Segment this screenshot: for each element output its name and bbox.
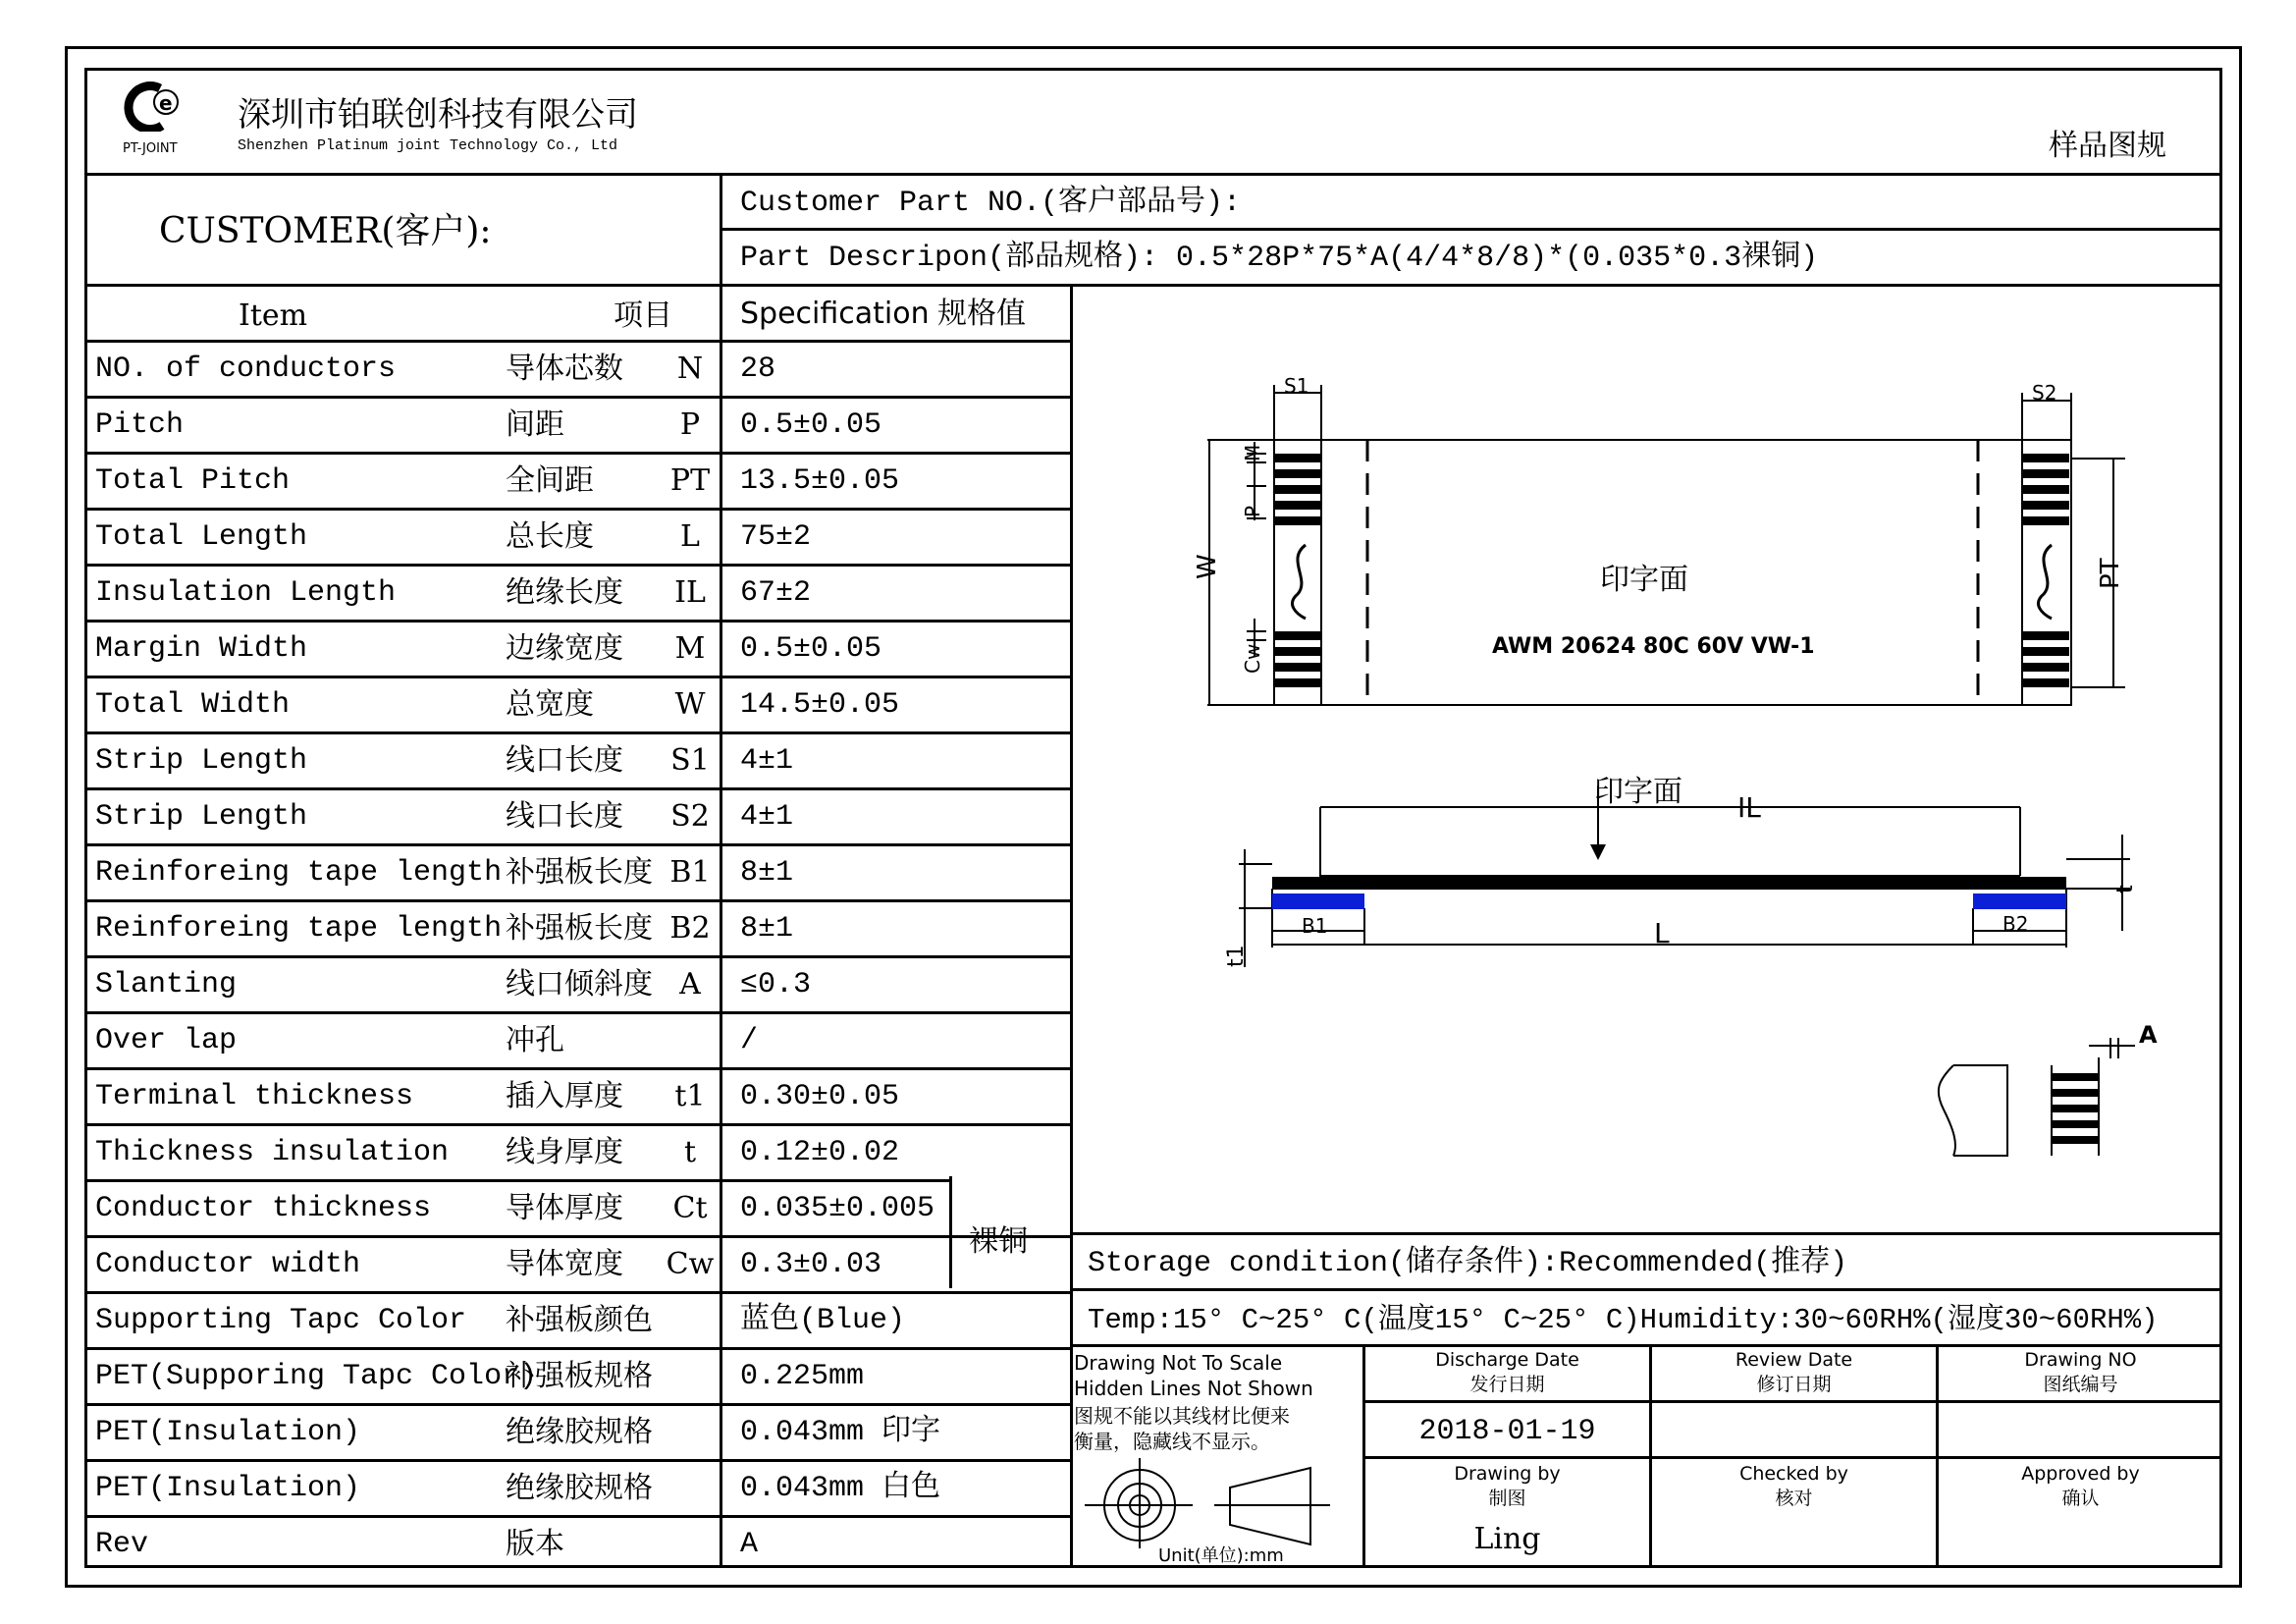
print-face-label-side: 印字面 — [1594, 775, 1682, 809]
row-item: Reinforeing tape length — [95, 912, 503, 946]
row-item: Margin Width — [95, 632, 308, 666]
customer-part-no-label: Customer Part NO.(客户部品号): — [740, 187, 1242, 220]
label-t: t — [2113, 885, 2138, 893]
approved-by-label-en: Approved by — [2021, 1463, 2140, 1485]
row-symbol: M — [674, 631, 706, 666]
row-item-cn: 绝缘胶规格 — [506, 1415, 653, 1449]
row-symbol: Cw — [666, 1247, 715, 1281]
row-item-cn: 补强板规格 — [506, 1359, 653, 1393]
row-spec: 14.5±0.05 — [740, 688, 900, 722]
label-p: P — [1241, 505, 1264, 517]
drawing-by-label-en: Drawing by — [1454, 1463, 1561, 1485]
row-item: PET(Insulation) — [95, 1472, 361, 1505]
row-spec: 8±1 — [740, 912, 794, 946]
row-spec: 0.225mm — [740, 1360, 865, 1393]
row-item-cn: 导体厚度 — [506, 1191, 623, 1225]
row-spec: 28 — [740, 352, 776, 386]
label-s1: S1 — [1284, 374, 1309, 398]
row-item: Rev — [95, 1528, 149, 1561]
row-item: Over lap — [95, 1024, 238, 1057]
row-spec: / — [740, 1024, 759, 1057]
row-item: PET(Supporing Tapc Color) — [95, 1360, 538, 1393]
note-hidden-lines: Hidden Lines Not Shown — [1074, 1377, 1313, 1400]
print-face-label: 印字面 — [1600, 563, 1688, 597]
row-symbol: A — [679, 967, 701, 1001]
row-spec: 0.5±0.05 — [740, 408, 882, 442]
label-s2: S2 — [2032, 381, 2057, 405]
note-not-to-scale: Drawing Not To Scale — [1074, 1351, 1283, 1375]
row-item-cn: 导体芯数 — [506, 352, 623, 386]
row-spec: 0.3±0.03 — [740, 1248, 882, 1281]
row-item-cn: 补强板长度 — [506, 911, 653, 946]
row-symbol: t1 — [674, 1079, 706, 1113]
row-symbol: PT — [669, 463, 711, 498]
row-symbol: S1 — [670, 743, 710, 778]
row-item: Strip Length — [95, 800, 308, 834]
checked-by-label-cn: 核对 — [1775, 1488, 1813, 1509]
cable-drawing — [1070, 324, 2199, 1188]
row-spec: 0.035±0.005 — [740, 1192, 935, 1225]
label-cw: Cw — [1241, 643, 1264, 674]
temp-humidity: Temp:15° C~25° C(温度15° C~25° C)Humidity:30~60RH%(湿度30~60RH%) — [1088, 1304, 2159, 1336]
row-item: Strip Length — [95, 744, 308, 778]
row-item-cn: 绝缘长度 — [506, 575, 623, 610]
label-t1: t1 — [1224, 945, 1249, 967]
row-item-cn: 总宽度 — [506, 687, 594, 722]
row-symbol: IL — [674, 575, 706, 610]
row-item: Conductor width — [95, 1248, 361, 1281]
company-name-en: Shenzhen Platinum joint Technology Co., Ltd — [238, 137, 618, 154]
row-spec: A — [740, 1528, 759, 1561]
reinforcement-tape-b2 — [1973, 893, 2066, 909]
cable-body — [1272, 877, 2066, 889]
row-item-cn: 插入厚度 — [506, 1079, 623, 1113]
row-item: Total Pitch — [95, 464, 291, 498]
checked-by-label-en: Checked by — [1739, 1463, 1848, 1485]
note-cn-1: 图规不能以其线材比便来 — [1074, 1404, 1290, 1428]
row-item: Pitch — [95, 408, 185, 442]
customer-label: CUSTOMER(客户): — [159, 211, 492, 251]
label-w: W — [1193, 554, 1222, 579]
row-symbol: N — [676, 352, 704, 386]
discharge-date-label-en: Discharge Date — [1435, 1349, 1579, 1371]
row-item-cn: 导体宽度 — [506, 1247, 623, 1281]
logo-caption: PT-JOINT — [123, 141, 178, 156]
row-item: PET(Insulation) — [95, 1416, 361, 1449]
approved-by-label-cn: 确认 — [2061, 1488, 2100, 1509]
review-date-label-cn: 修订日期 — [1756, 1374, 1832, 1395]
row-item-cn: 线口长度 — [506, 743, 623, 778]
row-item: Total Length — [95, 520, 308, 554]
row-symbol: P — [679, 407, 701, 442]
label-pt: PT — [2096, 558, 2125, 589]
company-logo-icon — [123, 81, 191, 132]
row-spec: ≤0.3 — [740, 968, 812, 1001]
row-item-cn: 冲孔 — [506, 1023, 564, 1057]
row-item-cn: 补强板长度 — [506, 855, 653, 890]
row-item-cn: 间距 — [506, 407, 564, 442]
row-spec: 4±1 — [740, 800, 794, 834]
row-spec: 13.5±0.05 — [740, 464, 900, 498]
header-spec-cn: 规格值 — [937, 297, 1026, 331]
row-symbol: t — [683, 1135, 697, 1169]
row-symbol: S2 — [670, 799, 710, 834]
label-b1: B1 — [1302, 914, 1328, 938]
row-spec: 蓝色(Blue) — [740, 1304, 906, 1337]
row-spec: 0.30±0.05 — [740, 1080, 900, 1113]
drawing-by-value: Ling — [1473, 1522, 1541, 1556]
row-spec: 75±2 — [740, 520, 812, 554]
label-m: M — [1241, 444, 1264, 461]
row-item: Total Width — [95, 688, 291, 722]
row-item-cn: 边缘宽度 — [506, 631, 623, 666]
row-item: Terminal thickness — [95, 1080, 414, 1113]
row-item-cn: 版本 — [506, 1527, 564, 1561]
row-spec: 0.5±0.05 — [740, 632, 882, 666]
label-a: A — [2139, 1021, 2158, 1049]
unit-label: Unit(单位):mm — [1158, 1545, 1284, 1566]
header-item: Item — [239, 298, 308, 333]
drawing-by-label-cn: 制图 — [1488, 1488, 1526, 1509]
row-item: NO. of conductors — [95, 352, 397, 386]
drawing-no-label-cn: 图纸编号 — [2043, 1374, 2118, 1395]
row-item: Thickness insulation — [95, 1136, 450, 1169]
row-spec: 0.12±0.02 — [740, 1136, 900, 1169]
label-l: L — [1654, 917, 1670, 949]
part-description: Part Descripon(部品规格): 0.5*28P*75*A(4/4*8/8)*(0.035*0.3裸铜) — [740, 242, 1819, 275]
cable-marking: AWM 20624 80C 60V VW-1 — [1492, 634, 1815, 659]
row-symbol: W — [674, 687, 706, 722]
row-item-cn: 全间距 — [506, 463, 594, 498]
row-symbol: B1 — [669, 855, 711, 890]
row-item: Insulation Length — [95, 576, 397, 610]
row-symbol: B2 — [669, 911, 711, 946]
bare-copper-label: 裸铜 — [969, 1224, 1028, 1259]
drawing-no-label-en: Drawing NO — [2024, 1349, 2137, 1371]
row-item-cn: 绝缘胶规格 — [506, 1471, 653, 1505]
label-b2: B2 — [2002, 912, 2029, 936]
row-item-cn: 补强板颜色 — [506, 1303, 653, 1337]
discharge-date-label-cn: 发行日期 — [1469, 1374, 1545, 1395]
row-symbol: L — [680, 519, 700, 554]
row-spec: 8±1 — [740, 856, 794, 890]
note-cn-2: 衡量，隐藏线不显示。 — [1074, 1430, 1270, 1453]
row-item-cn: 线口长度 — [506, 799, 623, 834]
row-item-cn: 线身厚度 — [506, 1135, 623, 1169]
row-spec: 67±2 — [740, 576, 812, 610]
logo-letter: e — [159, 91, 173, 115]
row-spec: 4±1 — [740, 744, 794, 778]
row-item-cn: 线口倾斜度 — [506, 967, 653, 1001]
side-view — [1239, 785, 2135, 1058]
row-spec: 0.043mm 白色 — [740, 1472, 941, 1505]
row-item: Reinforeing tape length — [95, 856, 503, 890]
row-item: Supporting Tapc Color — [95, 1304, 467, 1337]
row-symbol: Ct — [672, 1191, 708, 1225]
review-date-label-en: Review Date — [1735, 1349, 1853, 1371]
discharge-date-value: 2018-01-19 — [1418, 1415, 1596, 1448]
document-type: 样品图规 — [2049, 129, 2166, 163]
row-item-cn: 总长度 — [506, 519, 594, 554]
row-item: Slanting — [95, 968, 238, 1001]
reinforcement-tape-b1 — [1272, 893, 1364, 909]
label-il: IL — [1737, 791, 1761, 824]
row-item: Conductor thickness — [95, 1192, 432, 1225]
header-item-cn: 项目 — [614, 298, 672, 333]
storage-condition: Storage condition(储存条件):Recommended(推荐) — [1088, 1247, 1848, 1280]
header-spec: Specification — [740, 297, 930, 331]
company-name-cn: 深圳市铂联创科技有限公司 — [238, 95, 638, 135]
row-spec: 0.043mm 印字 — [740, 1416, 941, 1449]
